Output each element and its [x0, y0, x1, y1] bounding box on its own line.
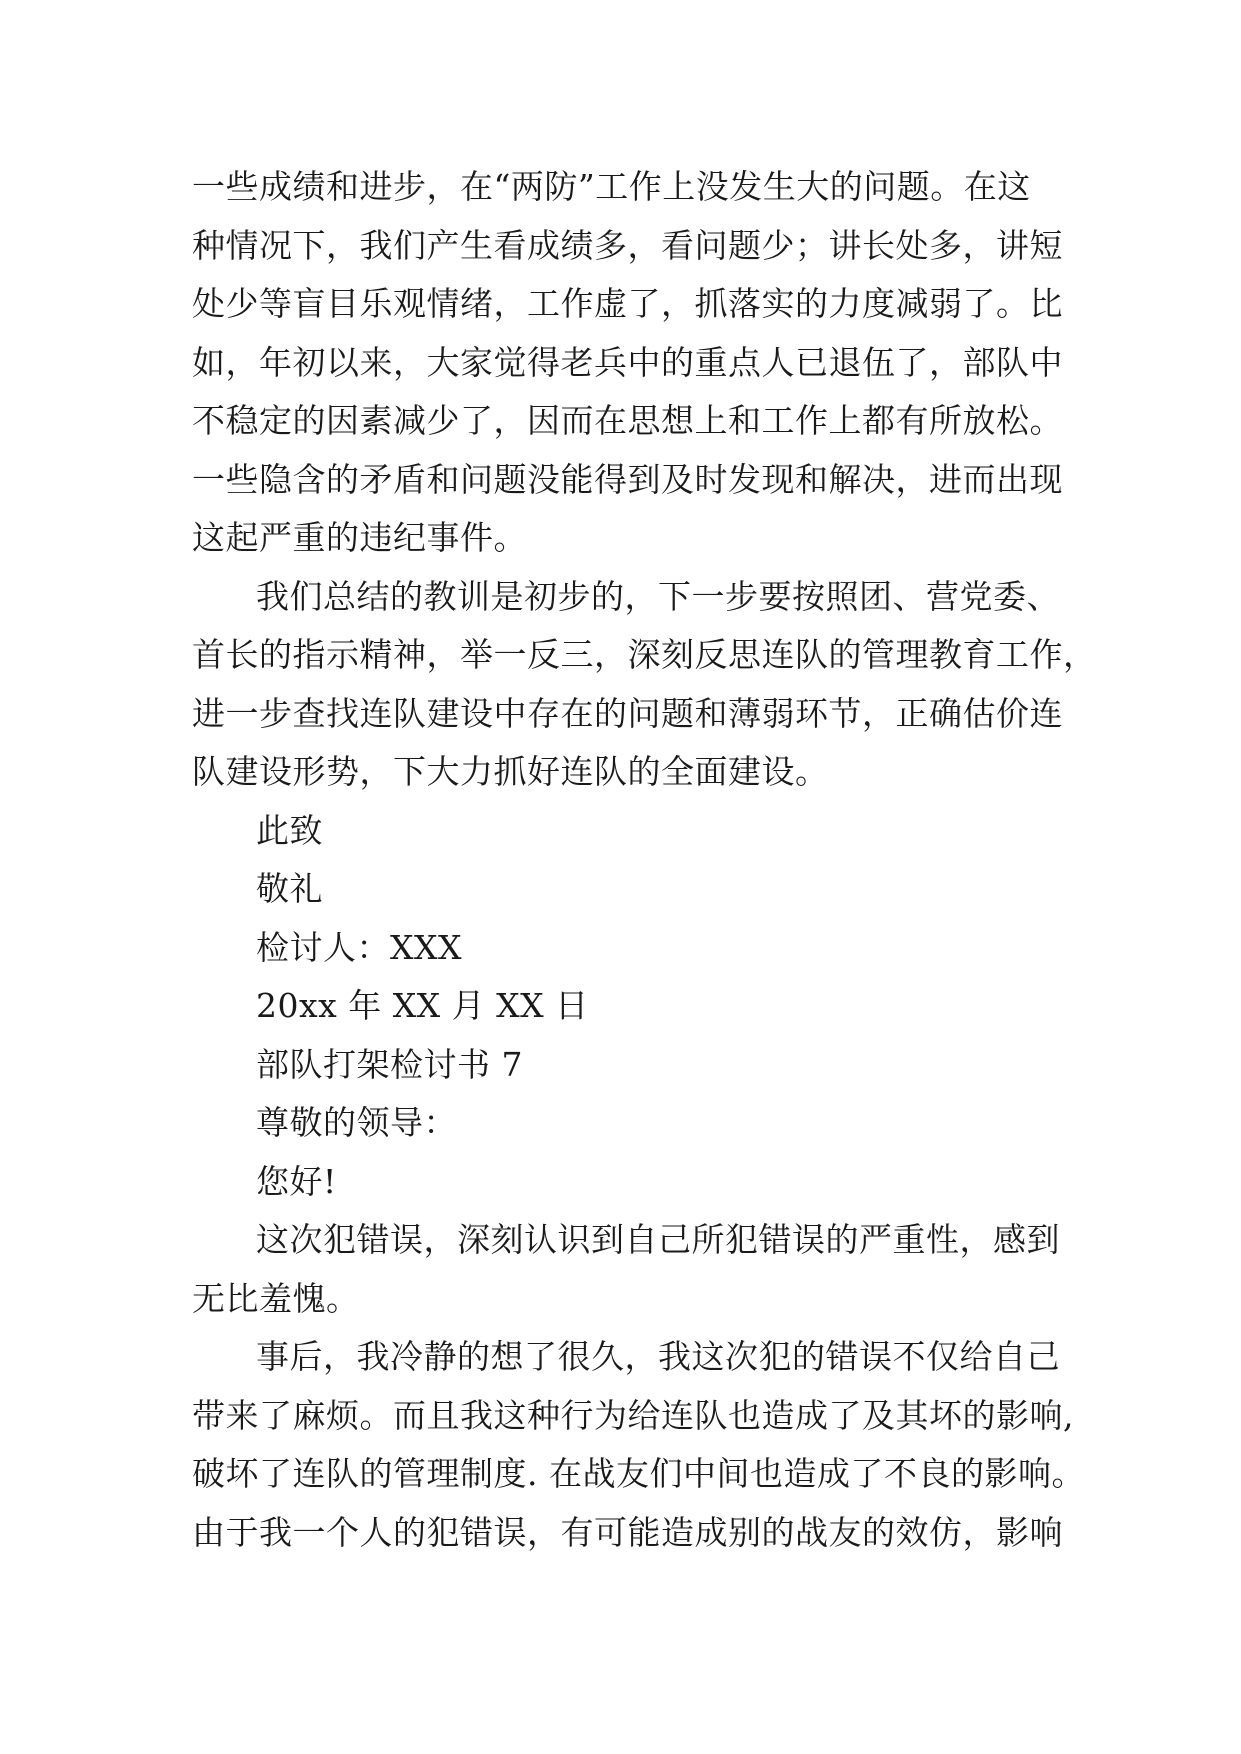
- paragraph: [192, 568, 1097, 802]
- text-line: 这次犯错误，深刻认识到自己所犯错误的严重性，感到: [256, 1220, 1060, 1259]
- text-line: 我们总结的教训是初步的，下一步要按照团、营党委、: [256, 576, 1060, 616]
- text-line: 首长的指示精神，举一反三，深刻反思连队的管理教育工作，: [192, 635, 1097, 674]
- text-line: 破坏了连队的管理制度. 在战友们中间也造成了不良的影响。: [192, 1454, 1085, 1493]
- signer-line: 检讨人：XXX: [256, 927, 462, 967]
- text-line: 种情况下，我们产生看成绩多，看问题少；讲长处多，讲短: [192, 225, 1063, 265]
- date-line: 20xx 年 XX 月 XX 日: [256, 986, 589, 1025]
- closing-line: 敬礼: [256, 869, 323, 908]
- document-body: [192, 158, 1097, 1562]
- text-line: 由于我一个人的犯错误，有可能造成别的战友的效仿，影响: [192, 1512, 1063, 1552]
- text-line: 如，年初以来，大家觉得老兵中的重点人已退伍了，部队中: [192, 342, 1063, 382]
- text-line: 无比羞愧。: [192, 1278, 360, 1318]
- section-title: 部队打架检讨书 7: [256, 1044, 523, 1084]
- closing-line: 此致: [256, 810, 323, 850]
- text-line: 带来了麻烦。而且我这种行为给连队也造成了及其坏的影响,: [192, 1395, 1074, 1435]
- text-line: 进一步查找连队建设中存在的问题和薄弱环节，正确估价连: [192, 693, 1063, 733]
- text-line: 一些隐含的矛盾和问题没能得到及时发现和解决，进而出现: [192, 459, 1063, 499]
- paragraph: [192, 158, 1072, 568]
- text-line: 处少等盲目乐观情绪，工作虚了，抓落实的力度减弱了。比: [192, 284, 1063, 323]
- text-line: 这起严重的违纪事件。: [192, 518, 527, 557]
- text-line: 事后，我冷静的想了很久，我这次犯的错误不仅给自己: [256, 1337, 1060, 1376]
- greeting-line: 您好!: [256, 1161, 337, 1201]
- text-line: 队建设形势，下大力抓好连队的全面建设。: [192, 752, 829, 791]
- text-line: 一些成绩和进步，在“两防”工作上没发生大的问题。在这: [192, 167, 1031, 206]
- text-line: 不稳定的因素减少了，因而在思想上和工作上都有所放松。: [192, 401, 1063, 440]
- paragraph: [192, 1328, 1085, 1562]
- paragraph: [192, 1211, 1072, 1328]
- salutation-line: 尊敬的领导：: [256, 1103, 457, 1142]
